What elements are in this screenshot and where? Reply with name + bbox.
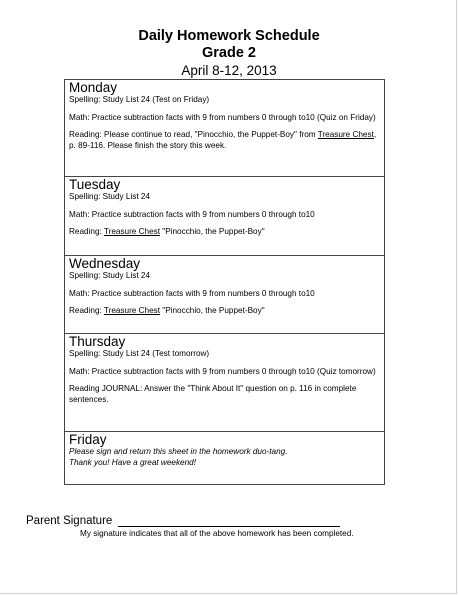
math-task: Math: Practice subtraction facts with 9 from numbers 0 through to10 (Quiz on Friday) [69,112,376,122]
reading-task [69,227,380,238]
signature-disclaimer: My signature indicates that all of the above homework has been completed. [80,529,354,538]
book-title: Treasure Chest [103,227,161,236]
spelling-task: Spelling: Study List 24 (Test tomorrow) [69,349,210,358]
friday-thanks: Thank you! Have a great weekend! [69,457,196,467]
reading-prefix: Reading: [69,306,104,315]
document-title: Daily Homework Schedule [138,28,320,44]
spelling-task: Spelling: Study List 24 (Test on Friday) [69,95,210,104]
reading-suffix: "Pinocchio, the Puppet-Boy" [160,306,265,315]
day-section-tuesday [65,177,384,256]
math-task: Math: Practice subtraction facts with 9 from numbers 0 through to10 (Quiz tomorrow) [69,366,376,376]
reading-prefix: Reading: Please continue to read, "Pinocchio, the Puppet-Boy" from [69,130,318,139]
reading-suffix: "Pinocchio, the Puppet-Boy" [160,227,265,236]
reading-suffix: , p. 89-116. Please finish the story this week. [69,130,377,150]
spelling-task: Spelling: Study List 24 [69,271,151,280]
reading-task [69,130,380,151]
reading-task [69,306,380,317]
signature-line[interactable] [118,526,340,527]
date-range: April 8-12, 2013 [181,63,277,78]
day-heading: Friday [69,432,107,447]
schedule-table [64,79,385,485]
friday-note: Please sign and return this sheet in the homework duo-tang. [69,447,288,456]
day-heading: Tuesday [69,177,121,192]
spelling-task: Spelling: Study List 24 [69,192,151,201]
book-title: Treasure Chest [317,130,374,139]
math-task: Math: Practice subtraction facts with 9 from numbers 0 through to10 [69,288,315,298]
parent-signature-label: Parent Signature [26,515,113,527]
reading-task: Reading JOURNAL: Answer the "Think About It" question on p. 116 in complete sentences. [69,384,357,404]
day-heading: Monday [69,80,118,95]
day-section-thursday [65,334,384,432]
reading-prefix: Reading: [69,227,104,236]
day-section-monday [65,80,384,177]
day-section-friday [65,432,384,484]
grade-heading: Grade 2 [202,45,256,61]
math-task: Math: Practice subtraction facts with 9 from numbers 0 through to10 [69,209,315,219]
day-heading: Thursday [69,334,126,349]
book-title: Treasure Chest [103,306,161,315]
day-heading: Wednesday [69,256,141,271]
day-section-wednesday [65,256,384,334]
